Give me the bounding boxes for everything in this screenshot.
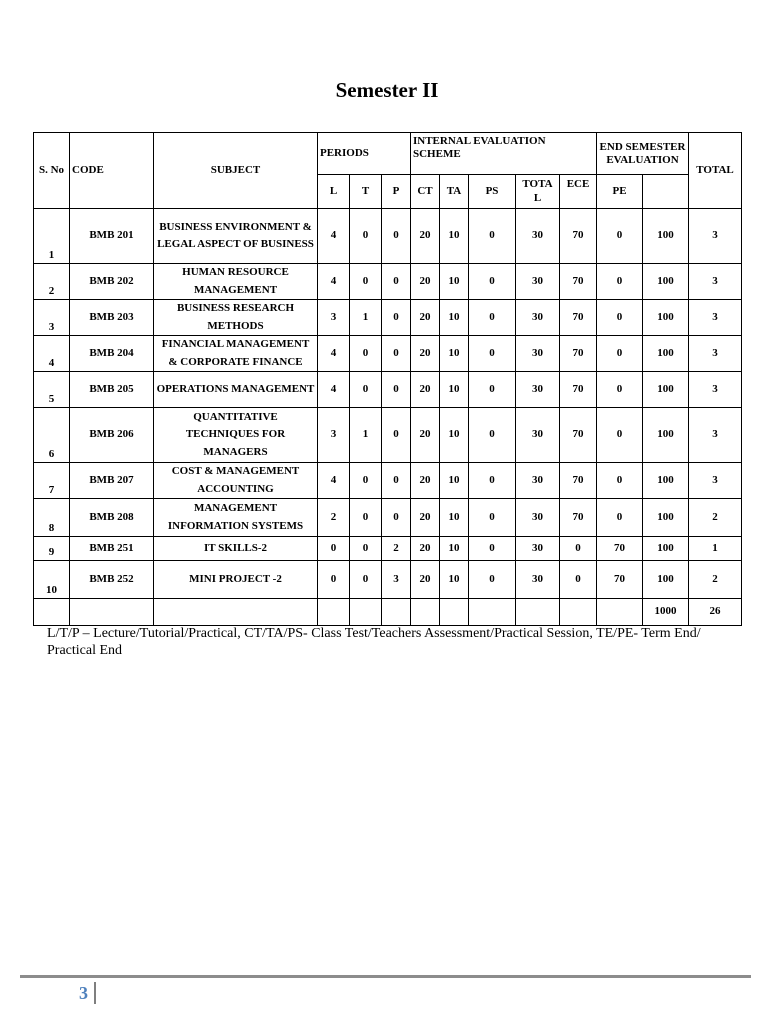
cell-p: 0 (382, 463, 411, 499)
cell-pe: 0 (597, 336, 643, 372)
cell-p: 0 (382, 372, 411, 408)
cell-credit: 3 (689, 300, 742, 336)
empty-cell (70, 599, 154, 626)
cell-int-total: 30 (516, 499, 560, 537)
table-row (34, 372, 742, 408)
cell-ct: 20 (411, 408, 440, 463)
cell-ct: 20 (411, 300, 440, 336)
cell-total: 100 (643, 372, 689, 408)
cell-total: 100 (643, 463, 689, 499)
cell-sno: 10 (34, 561, 70, 599)
cell-subject: IT SKILLS-2 (154, 537, 318, 561)
cell-pe: 0 (597, 408, 643, 463)
cell-ct: 20 (411, 372, 440, 408)
empty-cell (350, 599, 382, 626)
cell-ct: 20 (411, 209, 440, 264)
cell-ps: 0 (469, 372, 516, 408)
table-row (34, 300, 742, 336)
ta-header: TA (440, 175, 469, 209)
cell-pe: 70 (597, 561, 643, 599)
cell-l: 0 (318, 537, 350, 561)
cell-ps: 0 (469, 209, 516, 264)
cell-ece: 70 (560, 408, 597, 463)
cell-t: 0 (350, 209, 382, 264)
cell-ps: 0 (469, 499, 516, 537)
page-title: Semester II (335, 78, 439, 102)
cell-ps: 0 (469, 561, 516, 599)
cell-l: 3 (318, 408, 350, 463)
cell-credit: 3 (689, 408, 742, 463)
cell-ct: 20 (411, 336, 440, 372)
ps-header: PS (469, 175, 516, 209)
sno-header: S. No (34, 133, 70, 209)
cell-total: 100 (643, 209, 689, 264)
table-row (34, 336, 742, 372)
cell-int-total: 30 (516, 372, 560, 408)
page-number-divider (94, 982, 96, 1004)
cell-subject: QUANTITATIVE TECHNIQUES FOR MANAGERS (154, 408, 318, 463)
cell-code: BMB 208 (70, 499, 154, 537)
cell-l: 4 (318, 336, 350, 372)
cell-t: 1 (350, 408, 382, 463)
cell-ece: 70 (560, 463, 597, 499)
cell-l: 4 (318, 264, 350, 300)
semester-schedule-table (33, 132, 742, 626)
internal-evaluation-header: INTERNAL EVALUATION SCHEME (411, 133, 597, 175)
abbreviation-note: L/T/P – Lecture/Tutorial/Practical, CT/TA/PS- Class Test/Teachers Assessment/Practical Session, TE/PE- Term End/ Practical End (47, 626, 701, 658)
cell-ps: 0 (469, 463, 516, 499)
table-row (34, 264, 742, 300)
cell-pe: 0 (597, 209, 643, 264)
grand-total: 1000 (643, 599, 689, 626)
cell-credit: 2 (689, 499, 742, 537)
cell-total: 100 (643, 264, 689, 300)
table-row (34, 408, 742, 463)
cell-ta: 10 (440, 300, 469, 336)
cell-int-total: 30 (516, 336, 560, 372)
footer-rule (20, 975, 751, 978)
cell-code: BMB 204 (70, 336, 154, 372)
cell-total: 100 (643, 336, 689, 372)
cell-code: BMB 206 (70, 408, 154, 463)
cell-t: 0 (350, 264, 382, 300)
l-header: L (318, 175, 350, 209)
cell-credit: 3 (689, 336, 742, 372)
cell-t: 0 (350, 499, 382, 537)
cell-code: BMB 251 (70, 537, 154, 561)
cell-p: 0 (382, 264, 411, 300)
cell-pe: 0 (597, 463, 643, 499)
cell-int-total: 30 (516, 408, 560, 463)
code-header: CODE (70, 133, 154, 209)
cell-credit: 3 (689, 209, 742, 264)
cell-ta: 10 (440, 336, 469, 372)
cell-int-total: 30 (516, 264, 560, 300)
cell-int-total: 30 (516, 209, 560, 264)
cell-t: 0 (350, 561, 382, 599)
cell-ct: 20 (411, 499, 440, 537)
empty-cell (411, 599, 440, 626)
cell-sno: 8 (34, 499, 70, 537)
header-row (34, 133, 742, 175)
cell-ct: 20 (411, 463, 440, 499)
cell-pe: 0 (597, 499, 643, 537)
cell-ta: 10 (440, 537, 469, 561)
cell-ta: 10 (440, 372, 469, 408)
cell-ct: 20 (411, 264, 440, 300)
periods-header: PERIODS (318, 133, 411, 175)
cell-ta: 10 (440, 408, 469, 463)
cell-sno: 4 (34, 336, 70, 372)
cell-p: 0 (382, 408, 411, 463)
cell-sno: 1 (34, 209, 70, 264)
table-row (34, 209, 742, 264)
cell-subject: OPERATIONS MANAGEMENT (154, 372, 318, 408)
table-row (34, 499, 742, 537)
cell-ps: 0 (469, 336, 516, 372)
empty-cell (318, 599, 350, 626)
p-header: P (382, 175, 411, 209)
cell-code: BMB 205 (70, 372, 154, 408)
cell-subject: HUMAN RESOURCE MANAGEMENT (154, 264, 318, 300)
cell-t: 0 (350, 336, 382, 372)
cell-credit: 2 (689, 561, 742, 599)
cell-credit: 3 (689, 372, 742, 408)
cell-total: 100 (643, 537, 689, 561)
grand-credit: 26 (689, 599, 742, 626)
cell-ece: 70 (560, 300, 597, 336)
cell-p: 2 (382, 537, 411, 561)
cell-ps: 0 (469, 264, 516, 300)
cell-ps: 0 (469, 408, 516, 463)
cell-pe: 0 (597, 264, 643, 300)
cell-int-total: 30 (516, 537, 560, 561)
cell-code: BMB 202 (70, 264, 154, 300)
cell-int-total: 30 (516, 300, 560, 336)
cell-ta: 10 (440, 209, 469, 264)
page-number: 3 (79, 983, 88, 1003)
cell-subject: BUSINESS RESEARCH METHODS (154, 300, 318, 336)
empty-cell (516, 599, 560, 626)
cell-ece: 70 (560, 209, 597, 264)
total-header: TOTAL (689, 133, 742, 209)
table-row (34, 537, 742, 561)
cell-code: BMB 201 (70, 209, 154, 264)
empty-cell (382, 599, 411, 626)
cell-sno: 5 (34, 372, 70, 408)
cell-l: 4 (318, 463, 350, 499)
cell-ps: 0 (469, 300, 516, 336)
cell-pe: 0 (597, 300, 643, 336)
cell-subject: COST & MANAGEMENT ACCOUNTING (154, 463, 318, 499)
cell-ta: 10 (440, 499, 469, 537)
table-row (34, 561, 742, 599)
cell-sno: 7 (34, 463, 70, 499)
cell-code: BMB 252 (70, 561, 154, 599)
empty-cell (440, 599, 469, 626)
cell-sno: 9 (34, 537, 70, 561)
cell-int-total: 30 (516, 463, 560, 499)
cell-l: 3 (318, 300, 350, 336)
ece-header: ECE (560, 175, 597, 209)
pe-header: PE (597, 175, 643, 209)
empty-cell (560, 599, 597, 626)
empty-cell (154, 599, 318, 626)
cell-l: 4 (318, 209, 350, 264)
cell-t: 0 (350, 372, 382, 408)
cell-p: 0 (382, 300, 411, 336)
empty-cell (597, 599, 643, 626)
cell-sno: 3 (34, 300, 70, 336)
cell-ece: 0 (560, 537, 597, 561)
cell-ece: 70 (560, 336, 597, 372)
cell-l: 4 (318, 372, 350, 408)
cell-ece: 70 (560, 499, 597, 537)
cell-credit: 1 (689, 537, 742, 561)
cell-code: BMB 203 (70, 300, 154, 336)
cell-ece: 70 (560, 372, 597, 408)
cell-int-total: 30 (516, 561, 560, 599)
cell-sno: 2 (34, 264, 70, 300)
cell-total: 100 (643, 408, 689, 463)
cell-p: 0 (382, 499, 411, 537)
cell-total: 100 (643, 300, 689, 336)
cell-t: 0 (350, 463, 382, 499)
cell-ece: 70 (560, 264, 597, 300)
cell-ct: 20 (411, 561, 440, 599)
internal-total-header: TOTA L (516, 175, 560, 209)
cell-ct: 20 (411, 537, 440, 561)
empty-cell (34, 599, 70, 626)
cell-ps: 0 (469, 537, 516, 561)
cell-subject: FINANCIAL MANAGEMENT & CORPORATE FINANCE (154, 336, 318, 372)
cell-ta: 10 (440, 463, 469, 499)
cell-p: 0 (382, 336, 411, 372)
cell-t: 0 (350, 537, 382, 561)
ct-header: CT (411, 175, 440, 209)
cell-total: 100 (643, 499, 689, 537)
end-semester-header: END SEMESTER EVALUATION (597, 133, 689, 175)
cell-code: BMB 207 (70, 463, 154, 499)
cell-ece: 0 (560, 561, 597, 599)
cell-pe: 0 (597, 372, 643, 408)
cell-ta: 10 (440, 264, 469, 300)
cell-subject: MANAGEMENT INFORMATION SYSTEMS (154, 499, 318, 537)
t-header: T (350, 175, 382, 209)
empty-cell (469, 599, 516, 626)
cell-subject: BUSINESS ENVIRONMENT & LEGAL ASPECT OF BUSINESS (154, 209, 318, 264)
cell-pe: 70 (597, 537, 643, 561)
cell-total: 100 (643, 561, 689, 599)
cell-credit: 3 (689, 463, 742, 499)
cell-subject: MINI PROJECT -2 (154, 561, 318, 599)
cell-l: 2 (318, 499, 350, 537)
totals-row (34, 599, 742, 626)
cell-ta: 10 (440, 561, 469, 599)
cell-credit: 3 (689, 264, 742, 300)
cell-sno: 6 (34, 408, 70, 463)
cell-p: 3 (382, 561, 411, 599)
cell-l: 0 (318, 561, 350, 599)
cell-p: 0 (382, 209, 411, 264)
subject-header: SUBJECT (154, 133, 318, 209)
cell-t: 1 (350, 300, 382, 336)
table-row (34, 463, 742, 499)
